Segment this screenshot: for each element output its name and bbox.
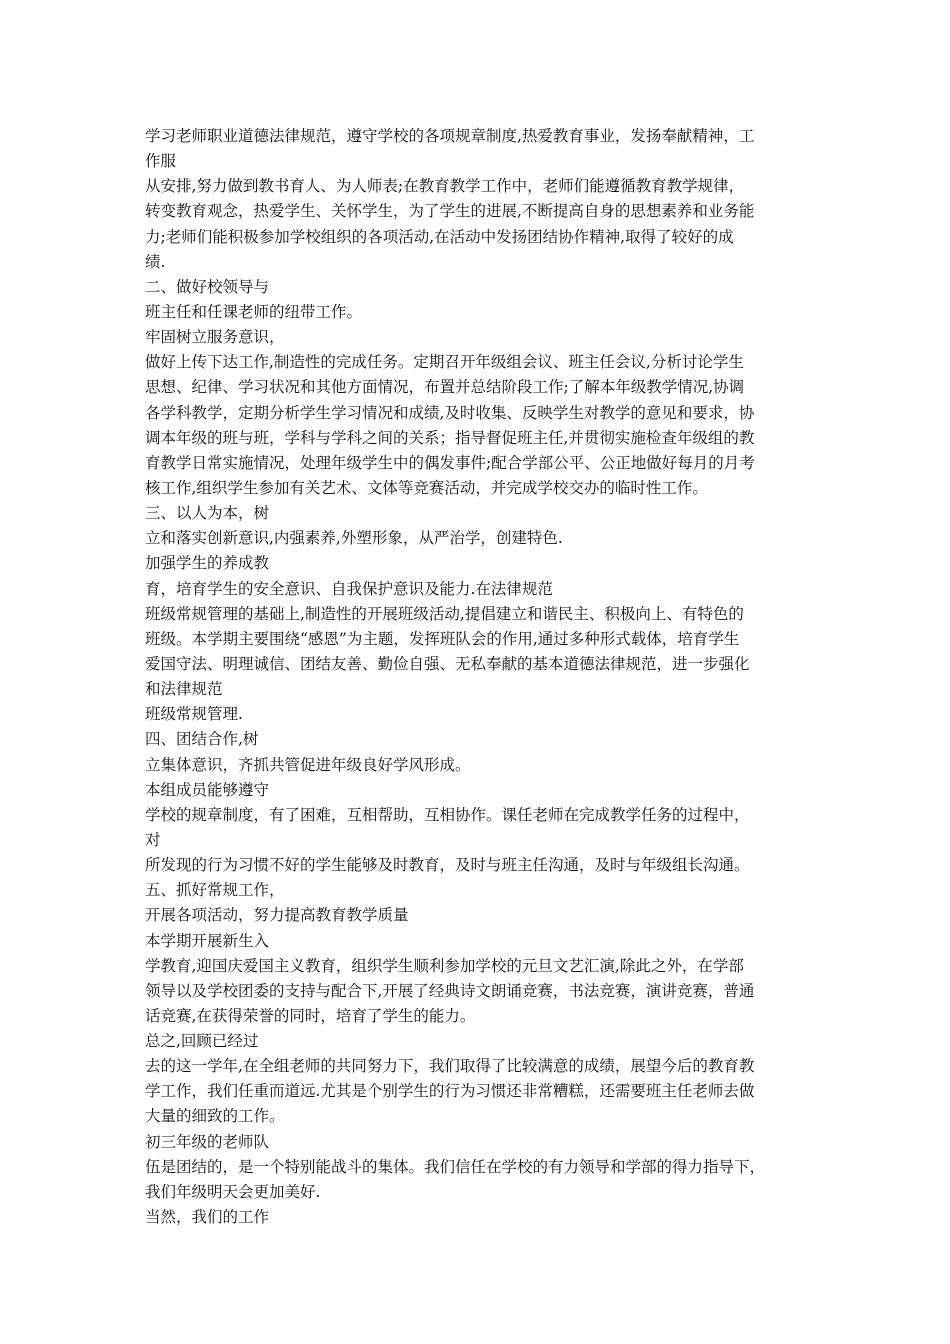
text-line: 学工作，我们任重而道远.尤其是个别学生的行为习惯还非常糟糕，还需要班主任老师去做 (145, 1082, 755, 1101)
text-line: 核工作,组织学生参加有关艺术、文体等竞赛活动，并完成学校交办的临时性工作。 (145, 478, 708, 497)
section-heading: 五、抓好常规工作， (145, 881, 285, 900)
text-line: 思想、纪律、学习状况和其他方面情况，布置并总结阶段工作;了解本年级教学情况,协调 (145, 378, 745, 397)
text-line: 育，培育学生的安全意识、自我保护意识及能力.在法律规范 (145, 579, 553, 598)
text-line: 育教学日常实施情况，处理年级学生中的偶发事件;配合学部公平、公正地做好每月的月考 (145, 453, 755, 472)
text-line: 我们年级明天会更加美好. (145, 1182, 321, 1201)
section-heading: 三、以人为本，树 (145, 504, 270, 523)
text-line: 总之,回顾已经过 (145, 1032, 259, 1051)
text-line: 绩. (145, 252, 166, 271)
text-line: 调本年级的班与班，学科与学科之间的关系；指导督促班主任,并贯彻实施检查年级组的教 (145, 428, 755, 447)
text-line: 伍是团结的，是一个特别能战斗的集体。我们信任在学校的有力领导和学部的得力指导下， (145, 1157, 766, 1176)
text-line: 学习老师职业道德法律规范，遵守学校的各项规章制度,热爱教育事业，发扬奉献精神，工 (145, 127, 755, 145)
text-line: 所发现的行为习惯不好的学生能够及时教育，及时与班主任沟通，及时与年级组长沟通。 (145, 856, 750, 875)
text-line: 从安排,努力做到教书育人、为人师表;在教育教学工作中，老师们能遵循教育教学规律， (145, 177, 745, 196)
text-line: 班主任和任课老师的纽带工作。 (145, 302, 363, 321)
text-line: 初三年级的老师队 (145, 1132, 270, 1151)
text-line: 做好上传下达工作,制造性的完成任务。定期召开年级组会议、班主任会议,分析讨论学生 (145, 353, 744, 372)
document-body (145, 124, 815, 1230)
text-line: 学校的规章制度，有了困难，互相帮助，互相协作。课任老师在完成教学任务的过程中， (145, 805, 750, 824)
section-heading: 二、做好校领导与 (145, 277, 270, 296)
text-line: 立集体意识，齐抓共管促进年级良好学风形成。 (145, 755, 471, 774)
text-line: 和法律规范 (145, 680, 223, 699)
text-line: 牢固树立服务意识， (145, 328, 285, 347)
text-line: 班级常规管理. (145, 705, 243, 724)
text-line: 话竞赛,在获得荣誉的同时，培育了学生的能力。 (145, 1006, 476, 1025)
text-line: 大量的细致的工作。 (145, 1107, 285, 1126)
section-heading: 四、团结合作,树 (145, 730, 259, 749)
text-line: 开展各项活动，努力提高教育教学质量 (145, 906, 409, 925)
text-line: 各学科教学，定期分析学生学习情况和成绩,及时收集、反映学生对教学的意见和要求，协 (145, 403, 755, 422)
text-line: 爱国守法、明理诚信、团结友善、勤俭自强、无私奉献的基本道德法律规范，进一步强化 (145, 654, 750, 673)
text-line: 作服 (145, 152, 177, 171)
text-line: 本组成员能够遵守 (145, 780, 270, 799)
text-line: 转变教育观念，热爱学生、关怀学生，为了学生的进展,不断提高自身的思想素养和业务能 (145, 202, 755, 221)
text-line: 对 (145, 830, 161, 849)
text-line: 领导以及学校团委的支持与配合下,开展了经典诗文朗诵竞赛，书法竞赛，演讲竞赛，普通 (145, 981, 755, 1000)
text-line: 当然，我们的工作 (145, 1208, 270, 1227)
text-line: 立和落实创新意识,内强素养,外塑形象，从严治学，创建特色. (145, 529, 563, 548)
text-line: 学教育,迎国庆爱国主义教育，组织学生顺利参加学校的元旦文艺汇演,除此之外，在学部 (145, 956, 744, 975)
text-line: 去的这一学年,在全组老师的共同努力下，我们取得了比较满意的成绩，展望今后的教育教 (145, 1057, 755, 1076)
text-line: 力;老师们能积极参加学校组织的各项活动,在活动中发扬团结协作精神,取得了较好的成 (145, 227, 734, 246)
text-line: 加强学生的养成教 (145, 554, 270, 573)
text-line: 班级常规管理的基础上,制造性的开展班级活动,提倡建立和谐民主、积极向上、有特色的 (145, 604, 744, 623)
text-line: 本学期开展新生入 (145, 931, 270, 950)
text-line: 班级。本学期主要围绕“感恩”为主题，发挥班队会的作用,通过多种形式载体，培育学生 (145, 629, 740, 648)
